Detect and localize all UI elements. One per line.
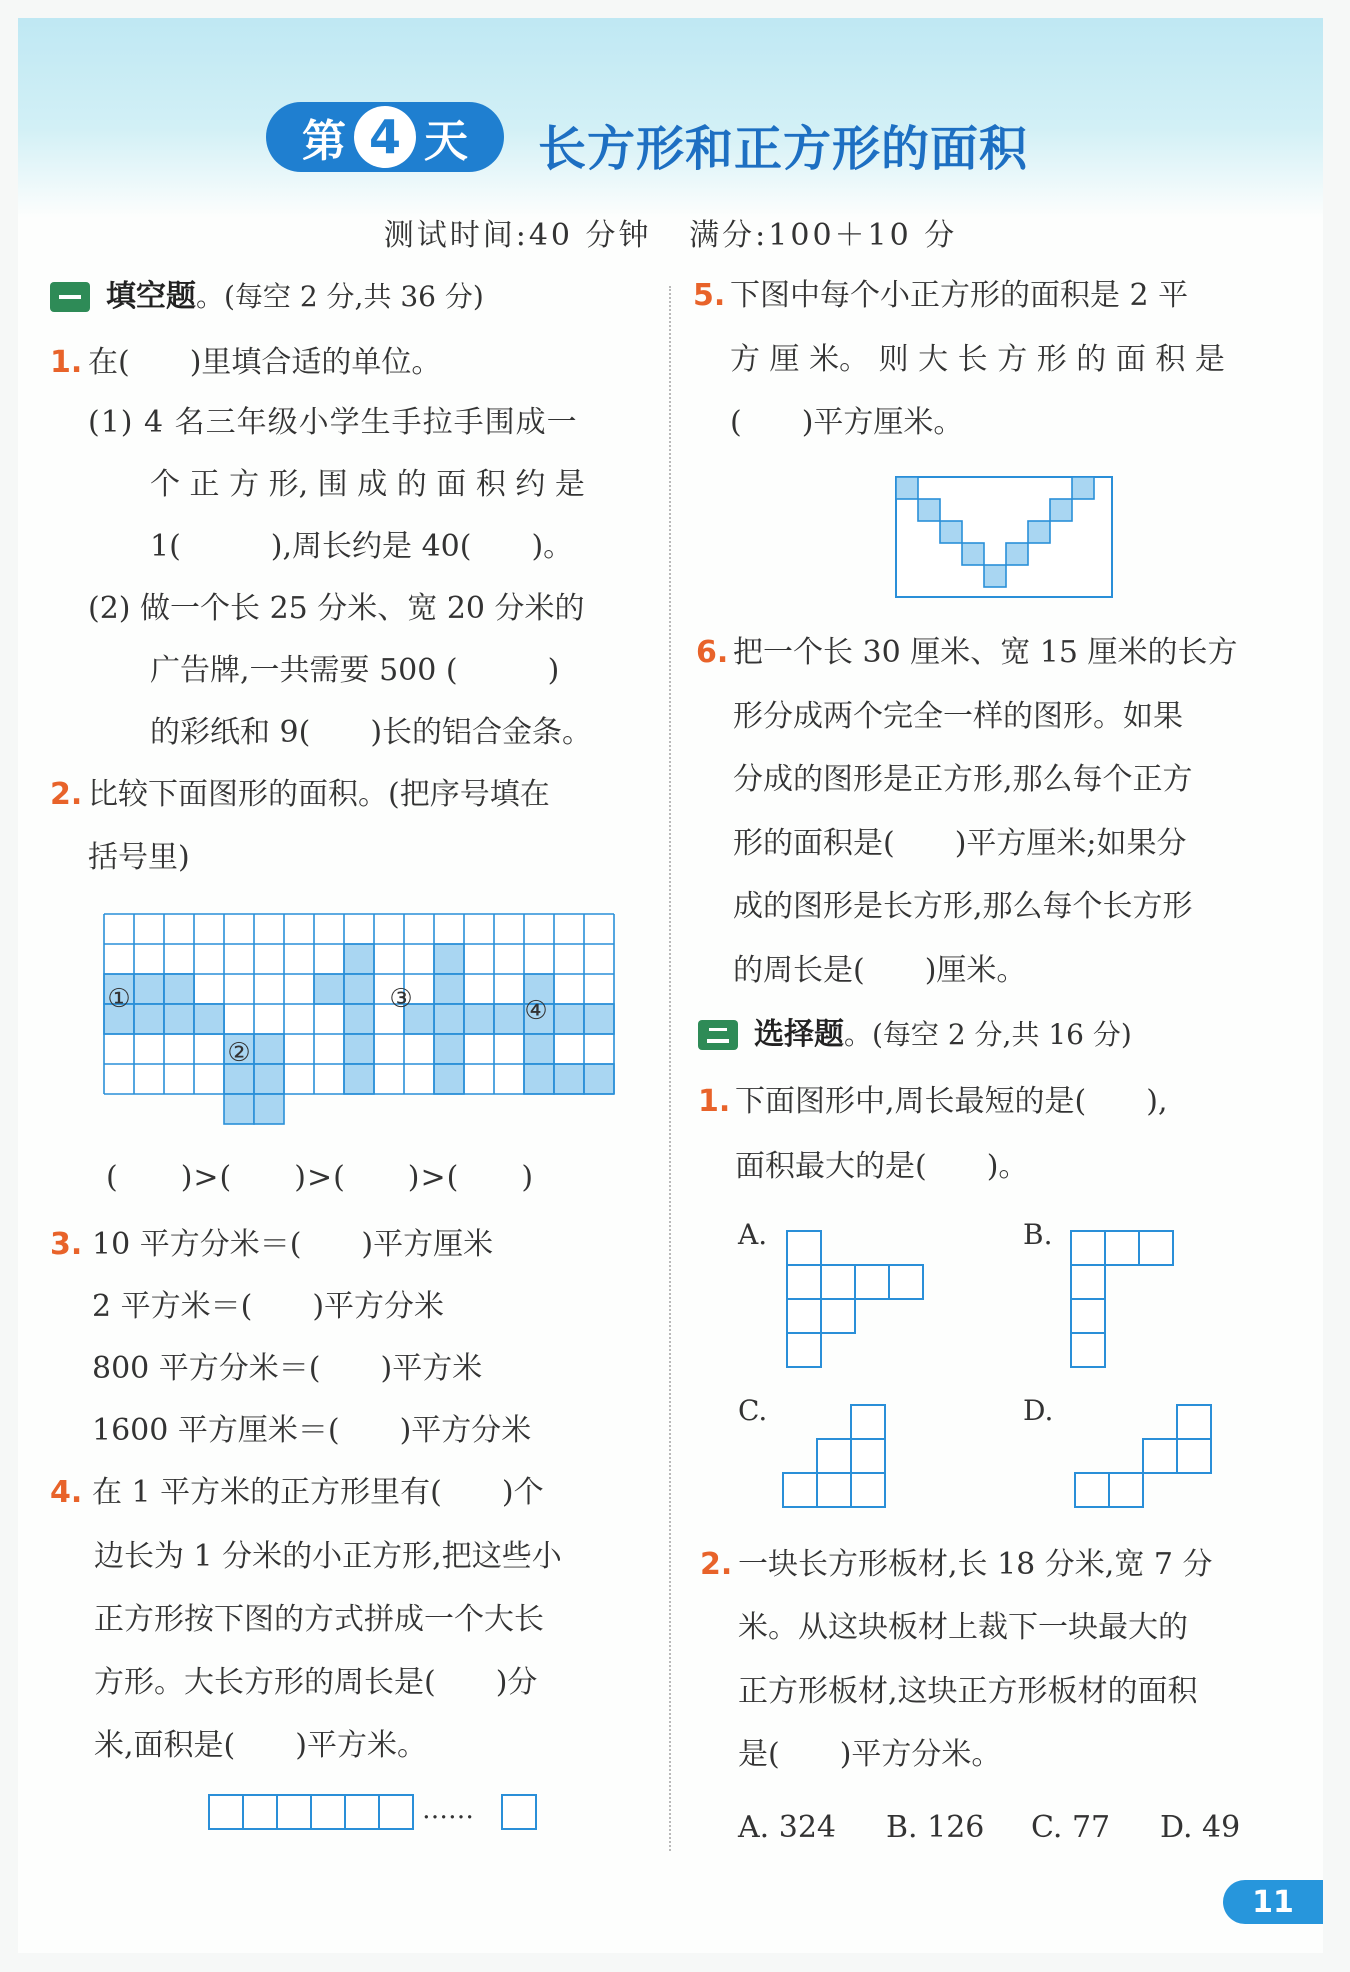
question-number: 2. <box>50 777 83 812</box>
question-text: 是( )平方分米。 <box>738 1737 1002 1772</box>
area-comparison-grid <box>104 914 619 1096</box>
unit-square <box>345 1795 379 1829</box>
question-text: 下图中每个小正方形的面积是 2 平 <box>730 278 1189 313</box>
option-c-cell <box>851 1405 885 1439</box>
question-text: 比较下面图形的面积。(把序号填在 <box>88 777 550 812</box>
shaded-cell <box>344 944 374 974</box>
shaded-cell <box>494 1004 524 1034</box>
question-text: 把一个长 30 厘米、宽 15 厘米的长方 <box>733 635 1238 670</box>
day-prefix: 第 <box>302 116 346 167</box>
shape-label: ③ <box>389 984 413 1014</box>
shaded-cell <box>254 1064 284 1094</box>
question-number: 3. <box>50 1227 83 1262</box>
question-text: 形分成两个完全一样的图形。如果 <box>733 699 1183 734</box>
option-d-cell <box>1075 1473 1109 1507</box>
option-a-cell <box>821 1265 855 1299</box>
shaded-cell <box>464 1004 494 1034</box>
unit-square <box>502 1795 536 1829</box>
question-text: (1) 4 名三年级小学生手拉手围成一 <box>88 405 578 440</box>
shaded-cell <box>434 944 464 974</box>
option-b-cell <box>1071 1231 1105 1265</box>
option-d-cell <box>1143 1439 1177 1473</box>
shape-label: ② <box>227 1038 251 1068</box>
shaded-cell <box>524 1034 554 1064</box>
shaded-cell <box>344 1064 374 1094</box>
question-text: 形的面积是( )平方厘米;如果分 <box>733 826 1187 861</box>
shaded-cell <box>584 1004 614 1034</box>
unit-square <box>379 1795 413 1829</box>
small-square <box>940 521 962 543</box>
small-square <box>896 477 918 499</box>
small-square <box>918 499 940 521</box>
day-suffix: 天 <box>424 116 468 167</box>
shaded-cell <box>344 1034 374 1064</box>
shaded-cell <box>224 1064 254 1094</box>
question-number: 1. <box>698 1084 731 1119</box>
shaded-cell <box>134 1004 164 1034</box>
page-title: 长方形和正方形的面积 <box>538 121 1029 177</box>
question-text: 正方形板材,这块正方形板材的面积 <box>738 1674 1198 1709</box>
worksheet-page <box>18 18 1323 1953</box>
option-a-cell <box>787 1265 821 1299</box>
question-text: 米,面积是( )平方米。 <box>94 1728 427 1763</box>
option-c-shape <box>782 1404 922 1514</box>
question-text: 方形。大长方形的周长是( )分 <box>94 1665 538 1700</box>
shaded-cell <box>434 974 464 1004</box>
column-divider <box>669 286 671 1851</box>
question-text: 成的图形是长方形,那么每个长方形 <box>733 889 1193 924</box>
option-b-cell <box>1071 1333 1105 1367</box>
shaded-cell <box>524 1064 554 1094</box>
question-text: 的周长是( )厘米。 <box>733 953 1027 988</box>
option-b-cell <box>1071 1299 1105 1333</box>
section-two-title: 选择题 <box>754 1017 844 1052</box>
question-text: 一块长方形板材,长 18 分米,宽 7 分 <box>738 1547 1213 1582</box>
shape-label: ④ <box>524 996 548 1026</box>
question-text: 1( ),周长约是 40( )。 <box>150 529 574 564</box>
question-number: 1. <box>50 345 83 380</box>
shaded-cell <box>344 1004 374 1034</box>
unit-square <box>209 1795 243 1829</box>
section-one-badge <box>50 282 90 312</box>
question-text: 方 厘 米。 则 大 长 方 形 的 面 积 是 <box>730 342 1225 377</box>
option-a-cell <box>787 1299 821 1333</box>
question-text: 分成的图形是正方形,那么每个正方 <box>733 762 1193 797</box>
question-text: 广告牌,一共需要 500 ( ) <box>150 653 560 688</box>
question-number: 2. <box>700 1547 733 1582</box>
option-b-cell <box>1139 1231 1173 1265</box>
option-a-cell <box>821 1299 855 1333</box>
shaded-cell <box>344 974 374 1004</box>
shaded-cell <box>134 974 164 1004</box>
shape-label: ① <box>107 984 131 1014</box>
option-a-shape <box>786 1230 926 1370</box>
option-c-cell <box>851 1473 885 1507</box>
option-c-cell <box>851 1439 885 1473</box>
day-badge <box>266 102 504 172</box>
shaded-cell <box>554 1004 584 1034</box>
question-text: 在( )里填合适的单位。 <box>88 345 442 380</box>
choice-b[interactable]: B. 126 <box>886 1810 985 1845</box>
question-number: 4. <box>50 1475 83 1510</box>
shaded-cell <box>434 1004 464 1034</box>
option-d-cell <box>1177 1405 1211 1439</box>
question-text: 2 平方米＝( )平方分米 <box>92 1289 445 1324</box>
section-two-badge <box>698 1020 738 1050</box>
option-a-label: A. <box>738 1218 768 1251</box>
option-b-cell <box>1105 1231 1139 1265</box>
question-text: 下面图形中,周长最短的是( ), <box>735 1084 1168 1119</box>
day-number: 4 <box>354 106 416 168</box>
option-a-cell <box>787 1231 821 1265</box>
question-text: 800 平方分米＝( )平方米 <box>92 1351 483 1386</box>
section-one-note: 。(每空 2 分,共 36 分) <box>196 280 484 313</box>
comparison-answer-blanks: ( )>( )>( )>( ) <box>106 1160 535 1195</box>
option-d-cell <box>1177 1439 1211 1473</box>
shaded-cell <box>254 1034 284 1064</box>
small-square <box>1072 477 1094 499</box>
small-square <box>1050 499 1072 521</box>
section-two-note: 。(每空 2 分,共 16 分) <box>844 1018 1132 1051</box>
v-shape-rectangle-figure <box>895 476 1115 600</box>
question-text: 10 平方分米＝( )平方厘米 <box>92 1227 494 1262</box>
question-text: (2) 做一个长 25 分米、宽 20 分米的 <box>88 591 585 626</box>
unit-square <box>311 1795 345 1829</box>
unit-square <box>243 1795 277 1829</box>
option-b-cell <box>1071 1265 1105 1299</box>
unit-square-strip <box>208 1794 538 1834</box>
question-text: 米。从这块板材上裁下一块最大的 <box>738 1610 1188 1645</box>
choice-d[interactable]: D. 49 <box>1160 1810 1241 1845</box>
shaded-cell <box>164 1004 194 1034</box>
question-text: 正方形按下图的方式拼成一个大长 <box>94 1602 544 1637</box>
question-text: 边长为 1 分米的小正方形,把这些小 <box>94 1539 562 1574</box>
question-text: 括号里) <box>88 840 190 875</box>
continuation-dots: …… <box>422 1795 474 1825</box>
shaded-cell <box>434 1064 464 1094</box>
shaded-cell <box>164 974 194 1004</box>
question-text: 在 1 平方米的正方形里有( )个 <box>92 1475 544 1510</box>
option-b-shape <box>1070 1230 1210 1370</box>
option-d-shape <box>1074 1404 1214 1514</box>
question-text: 1600 平方厘米＝( )平方分米 <box>92 1413 532 1448</box>
question-number: 6. <box>696 635 729 670</box>
small-square <box>1006 543 1028 565</box>
option-c-cell <box>817 1439 851 1473</box>
shaded-cell <box>434 1034 464 1064</box>
option-d-cell <box>1109 1473 1143 1507</box>
unit-square <box>277 1795 311 1829</box>
question-text: ( )平方厘米。 <box>730 405 964 440</box>
choice-a[interactable]: A. 324 <box>738 1810 836 1845</box>
question-text: 面积最大的是( )。 <box>735 1149 1029 1184</box>
choice-c[interactable]: C. 77 <box>1031 1810 1111 1845</box>
option-c-cell <box>783 1473 817 1507</box>
small-square <box>984 565 1006 587</box>
option-d-label: D. <box>1023 1394 1054 1427</box>
small-square <box>1028 521 1050 543</box>
page-number: 11 <box>1223 1880 1323 1924</box>
option-c-label: C. <box>738 1394 768 1427</box>
section-one-title: 填空题 <box>106 279 196 314</box>
question-text: 的彩纸和 9( )长的铝合金条。 <box>150 715 593 750</box>
option-a-cell <box>787 1333 821 1367</box>
question-text: 个 正 方 形, 围 成 的 面 积 约 是 <box>150 467 585 502</box>
shaded-cell <box>224 1094 254 1124</box>
shaded-cell <box>314 974 344 1004</box>
option-b-label: B. <box>1023 1218 1053 1251</box>
small-square <box>962 543 984 565</box>
option-a-cell <box>889 1265 923 1299</box>
shaded-cell <box>254 1094 284 1124</box>
option-c-cell <box>817 1473 851 1507</box>
shaded-cell <box>554 1064 584 1094</box>
option-a-cell <box>855 1265 889 1299</box>
shaded-cell <box>194 1004 224 1034</box>
shaded-cell <box>584 1064 614 1094</box>
question-number: 5. <box>693 278 726 313</box>
test-info: 测试时间:40 分钟 满分:100＋10 分 <box>383 218 958 253</box>
